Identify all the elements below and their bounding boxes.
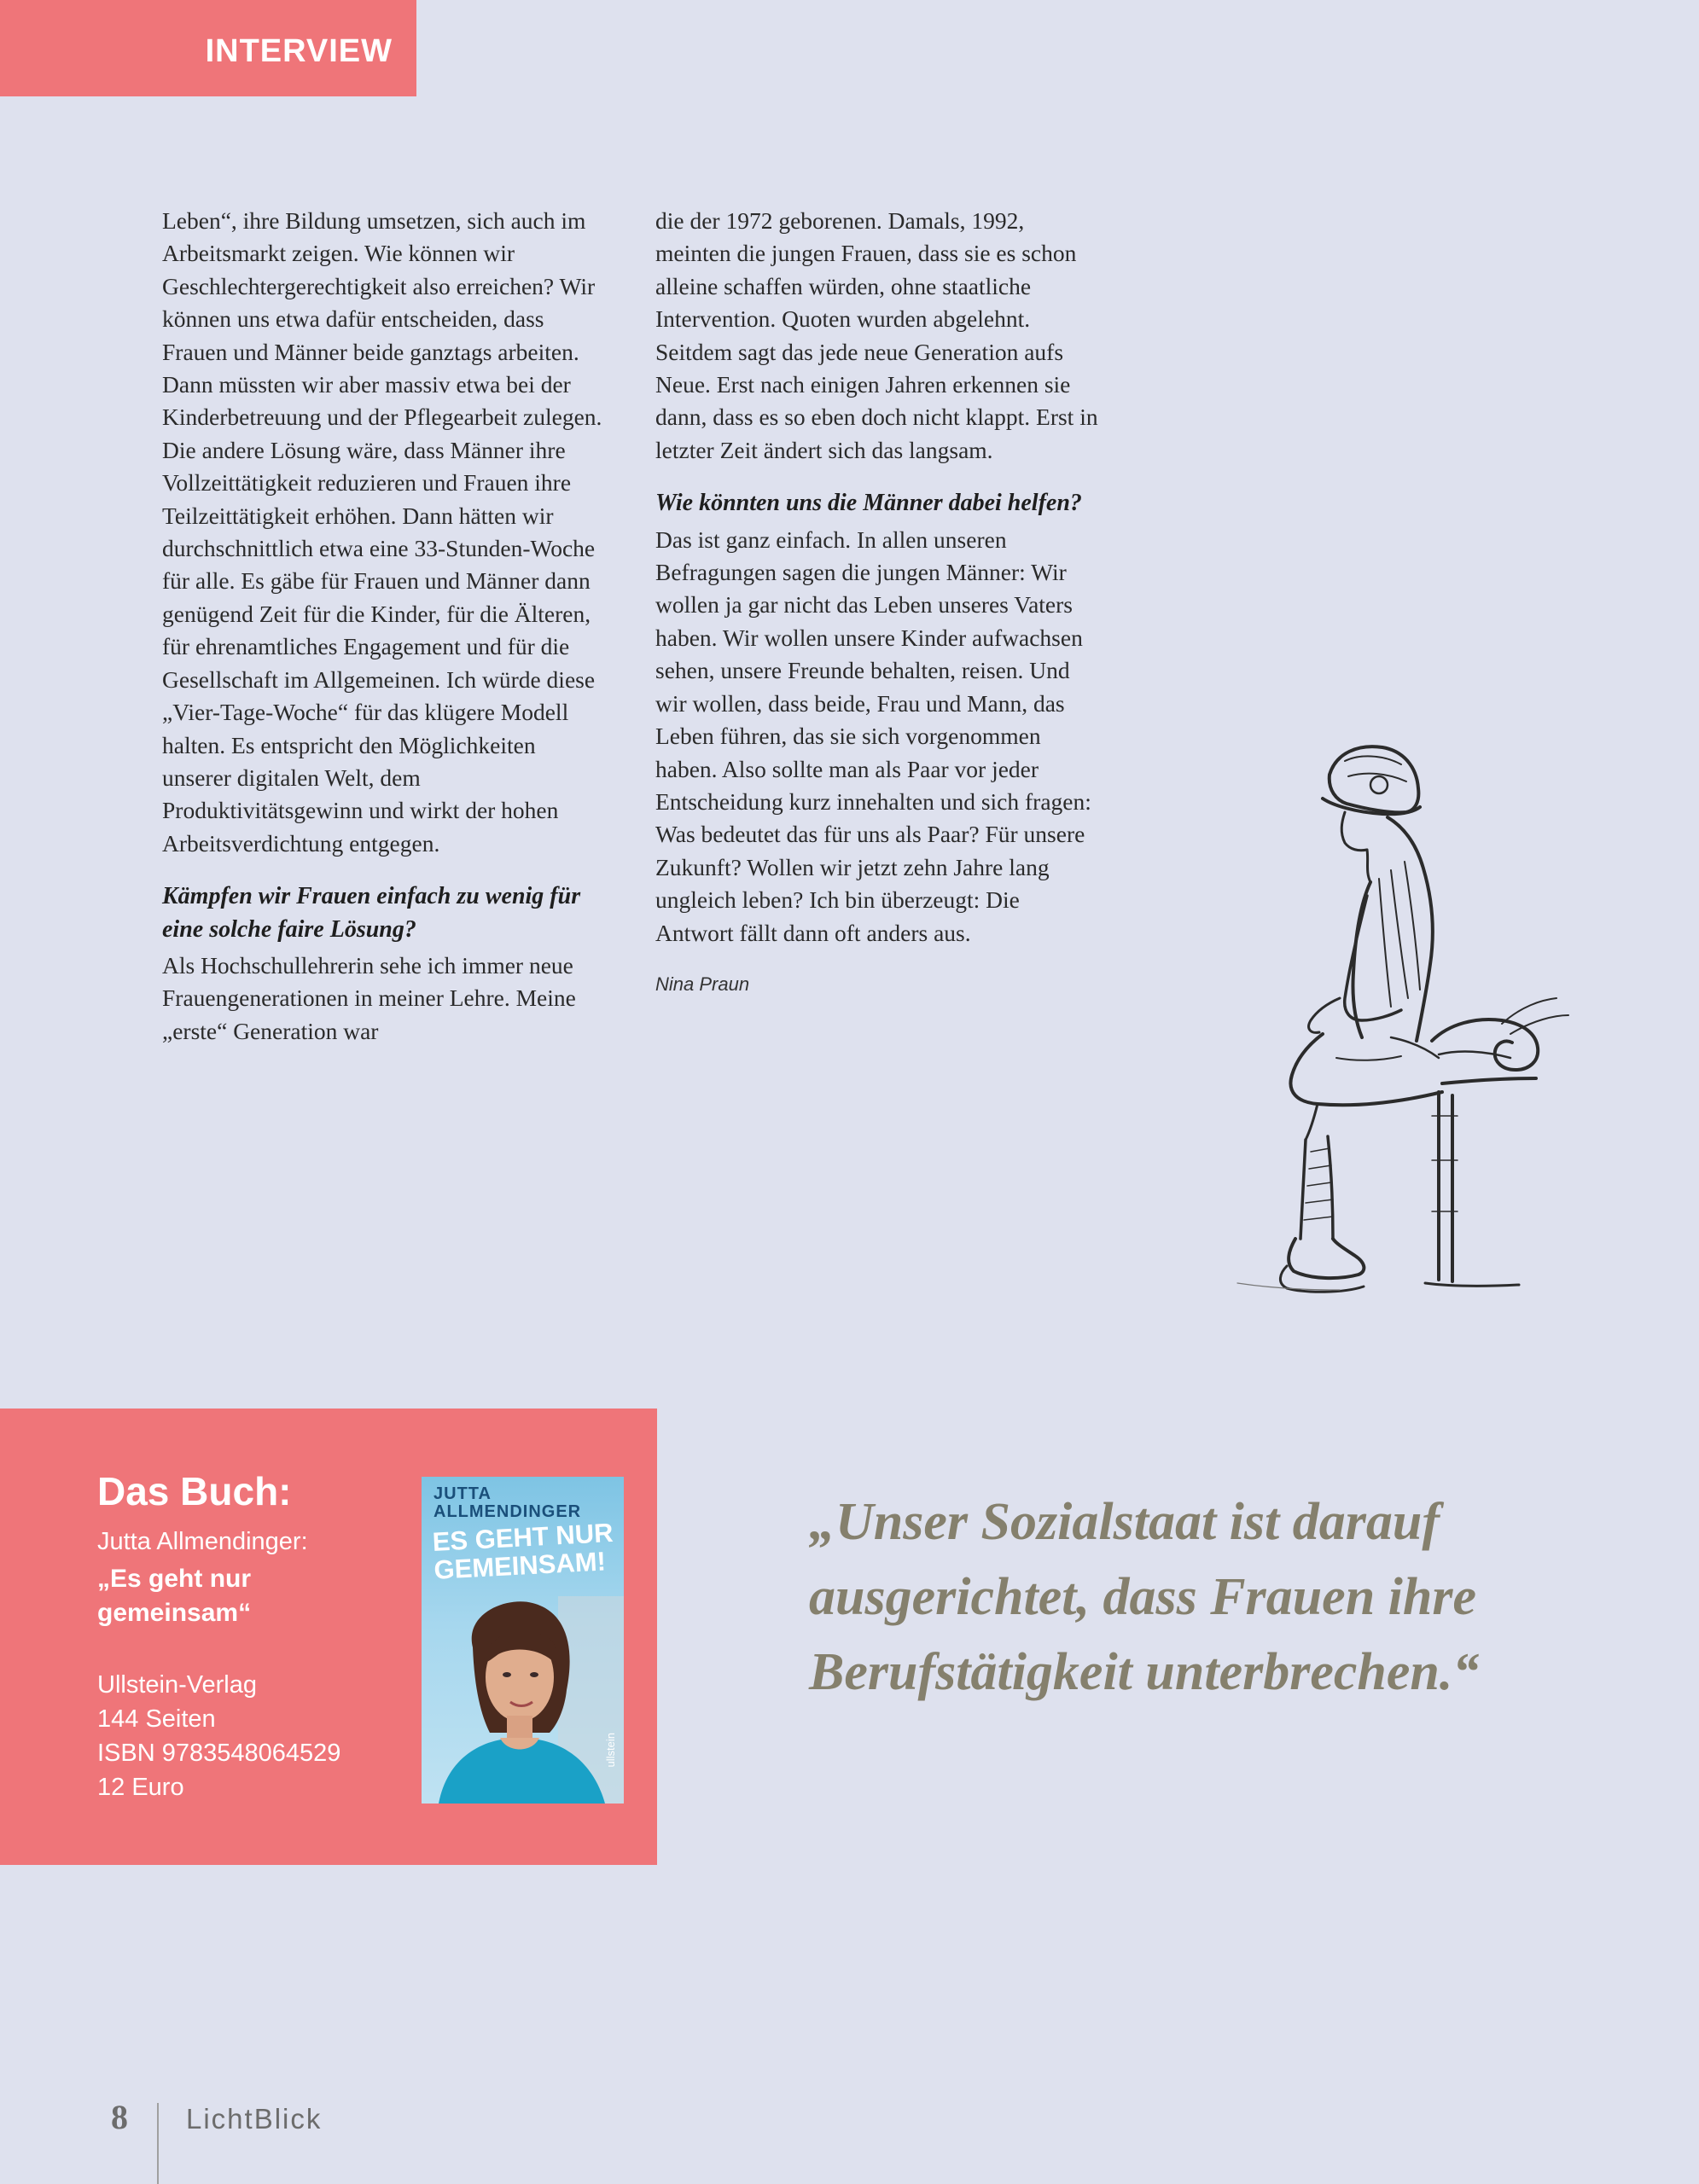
cover-title: ES GEHT NUR GEMEINSAM! (431, 1517, 614, 1585)
pull-quote: „Unser Sozialstaat ist darauf ausgerichtet, dass Frauen ihre Berufstätigkeit unterbrechen.“ (809, 1493, 1480, 1701)
body-paragraph: die der 1972 geborenen. Damals, 1992, meinten die jungen Frauen, dass sie es schon alleine schaffen würden, ohne staatliche Intervention. Quoten wurden abgelehnt. Seitdem sagt das jede neue Generation aufs Neue. Erst nach einigen Jahren erkennen sie dann, dass es so eben doch nicht klappt. Erst in letzter Zeit ändert sich das langsam. (655, 207, 1098, 463)
magazine-name: LichtBlick (186, 2103, 323, 2135)
book-heading: Das Buch: (97, 1469, 292, 1513)
interview-question: Kämpfen wir Frauen einfach zu wenig für eine solche faire Lösung? (162, 883, 581, 943)
cover-author: JUTTA ALLMENDINGER (433, 1484, 582, 1521)
body-paragraph: Leben“, ihre Bildung umsetzen, sich auch im Arbeitsmarkt zeigen. Wie können wir Geschlechtergerechtigkeit also erreichen? Wir können uns etwa dafür entscheiden, dass Frauen und Männer beide ganztags arbeiten. Dann müssten wir aber massiv etwa bei der Kinderbetreuung und der Pflegearbeit zulegen. Die andere Lösung wäre, dass Männer ihre Vollzeittätigkeit reduzieren und Frauen ihre Teilzeittätigkeit erhöhen. Dann hätten wir durchschnittlich etwa eine 33-Stunden-Woche für alle. Es gäbe für Frauen und Männer dann genügend Zeit für die Kinder, für die Älteren, für ehrenamtliches Engagement und für die Gesellschaft im Allgemeinen. Ich würde diese „Vier-Tage-Woche“ für das klügere Modell halten. Es entspricht den Möglichkeiten unserer digitalen Welt, dem Produktivitätsgewinn und wirkt der hohen Arbeitsverdichtung entgegen. (162, 207, 602, 857)
cover-publisher: ullstein (604, 1733, 617, 1768)
section-tag: INTERVIEW (0, 0, 416, 96)
page-number: 8 (111, 2098, 128, 2136)
interview-question: Wie könnten uns die Männer dabei helfen? (655, 490, 1082, 517)
body-paragraph: Als Hochschullehrerin sehe ich immer neue Frauengenerationen in meiner Lehre. Meine „erste“ Generation war (162, 951, 576, 1044)
book-info-box (0, 1409, 657, 1865)
book-isbn: ISBN 9783548064529 (97, 1740, 341, 1767)
book-pages: 144 Seiten (97, 1705, 216, 1733)
seated-woman-sketch (1135, 717, 1596, 1399)
article-column-right (655, 205, 1099, 1001)
book-title: „Es geht nur gemeinsam“ (97, 1565, 252, 1627)
footer-divider (157, 2103, 159, 2184)
book-details (97, 1668, 340, 1804)
author-credit: Nina Praun (655, 973, 750, 995)
book-author: Jutta Allmendinger: (97, 1528, 308, 1555)
author-portrait (422, 1596, 624, 1804)
book-price: 12 Euro (97, 1774, 184, 1801)
book-cover (422, 1477, 624, 1804)
article-column-left (162, 205, 606, 1048)
body-paragraph: Das ist ganz einfach. In allen unseren Befragungen sagen die jungen Männer: Wir wollen ja gar nicht das Leben unseres Vaters haben. Wir wollen unsere Kinder aufwachsen sehen, unsere Freunde behalten, reisen. Und wir wollen, dass beide, Frau und Mann, das Leben führen, das sie sich vorgenommen haben. Also sollte man als Paar vor jeder Entscheidung kurz innehalten und sich fragen: Was bedeutet das für uns als Paar? Für unsere Zukunft? Wollen wir jetzt zehn Jahre lang ungleich leben? Ich bin überzeugt: Die Antwort fällt dann oft anders aus. (655, 526, 1091, 946)
book-publisher: Ullstein-Verlag (97, 1671, 257, 1699)
